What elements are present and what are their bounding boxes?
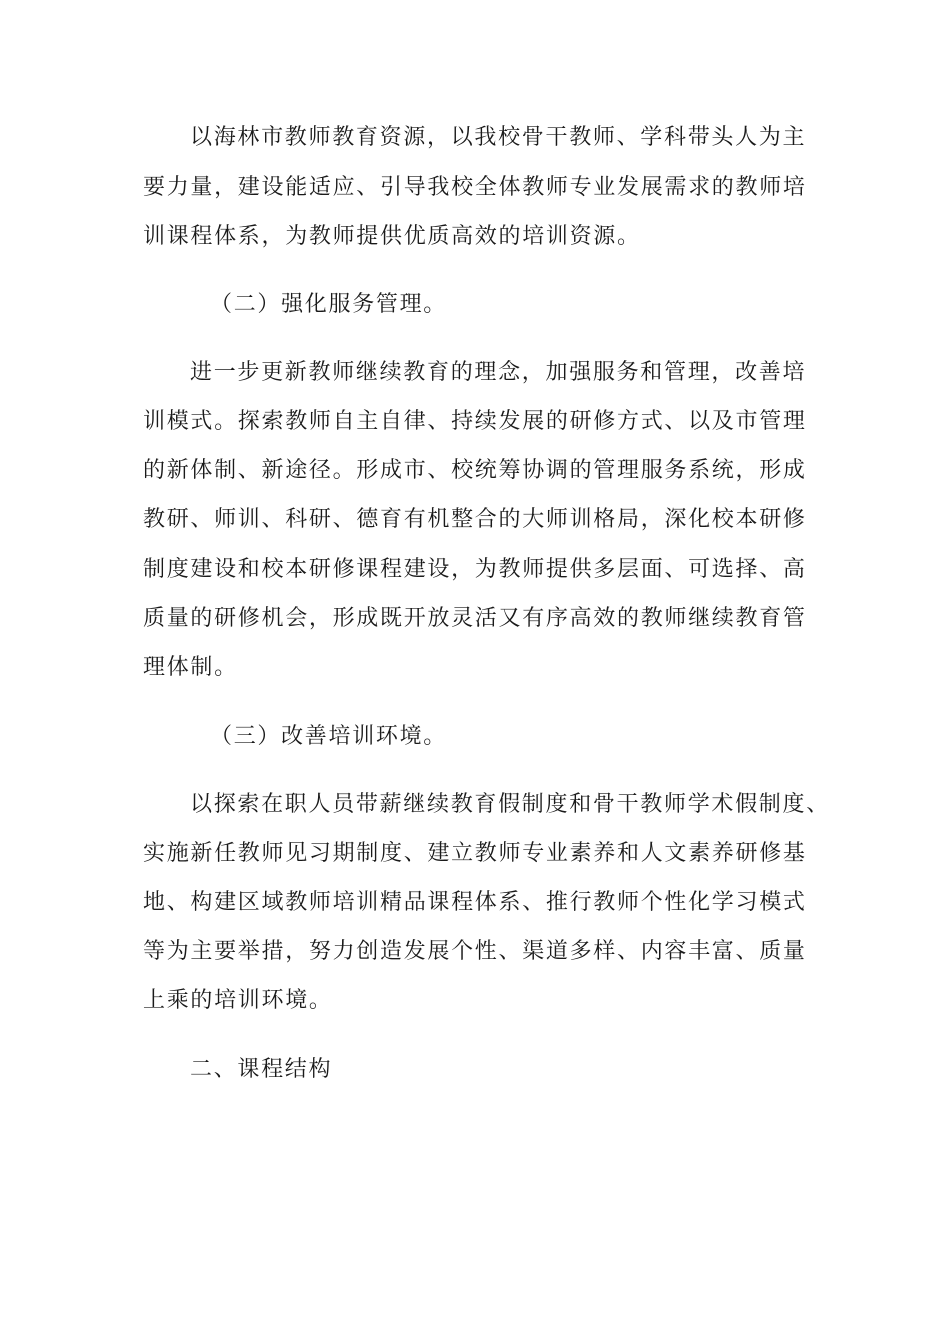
paragraph-3-line-3: 地、构建区域教师培训精品课程体系、推行教师个性化学习模式 <box>143 890 807 915</box>
paragraph-2-line-1: 进一步更新教师继续教育的理念，加强服务和管理，改善培 <box>190 360 807 385</box>
paragraph-1-line-1: 以海林市教师教育资源，以我校骨干教师、学科带头人为主 <box>190 125 807 150</box>
section-heading-course-structure: 二、课程结构 <box>190 1057 333 1082</box>
paragraph-3-line-2: 实施新任教师见习期制度、建立教师专业素养和人文素养研修基 <box>143 841 807 866</box>
paragraph-3-line-1: 以探索在职人员带薪继续教育假制度和骨干教师学术假制度、 <box>190 792 830 817</box>
heading-improve-environment: （三）改善培训环境。 <box>210 724 448 749</box>
paragraph-2-line-6: 质量的研修机会，形成既开放灵活又有序高效的教师继续教育管 <box>143 606 807 631</box>
paragraph-2-line-2: 训模式。探索教师自主自律、持续发展的研修方式、以及市管理 <box>143 409 807 434</box>
paragraph-3-line-4: 等为主要举措，努力创造发展个性、渠道多样、内容丰富、质量 <box>143 939 807 964</box>
paragraph-2-line-7: 理体制。 <box>143 655 238 680</box>
paragraph-3-line-5: 上乘的培训环境。 <box>143 988 333 1013</box>
heading-strengthen-service: （二）强化服务管理。 <box>210 292 448 317</box>
paragraph-2-line-5: 制度建设和校本研修课程建设，为教师提供多层面、可选择、高 <box>143 557 807 582</box>
paragraph-1-line-3: 训课程体系，为教师提供优质高效的培训资源。 <box>143 224 641 249</box>
paragraph-2-line-3: 的新体制、新途径。形成市、校统筹协调的管理服务系统，形成 <box>143 458 807 483</box>
paragraph-1-line-2: 要力量，建设能适应、引导我校全体教师专业发展需求的教师培 <box>143 175 807 200</box>
paragraph-2-line-4: 教研、师训、科研、德育有机整合的大师训格局，深化校本研修 <box>143 507 807 532</box>
